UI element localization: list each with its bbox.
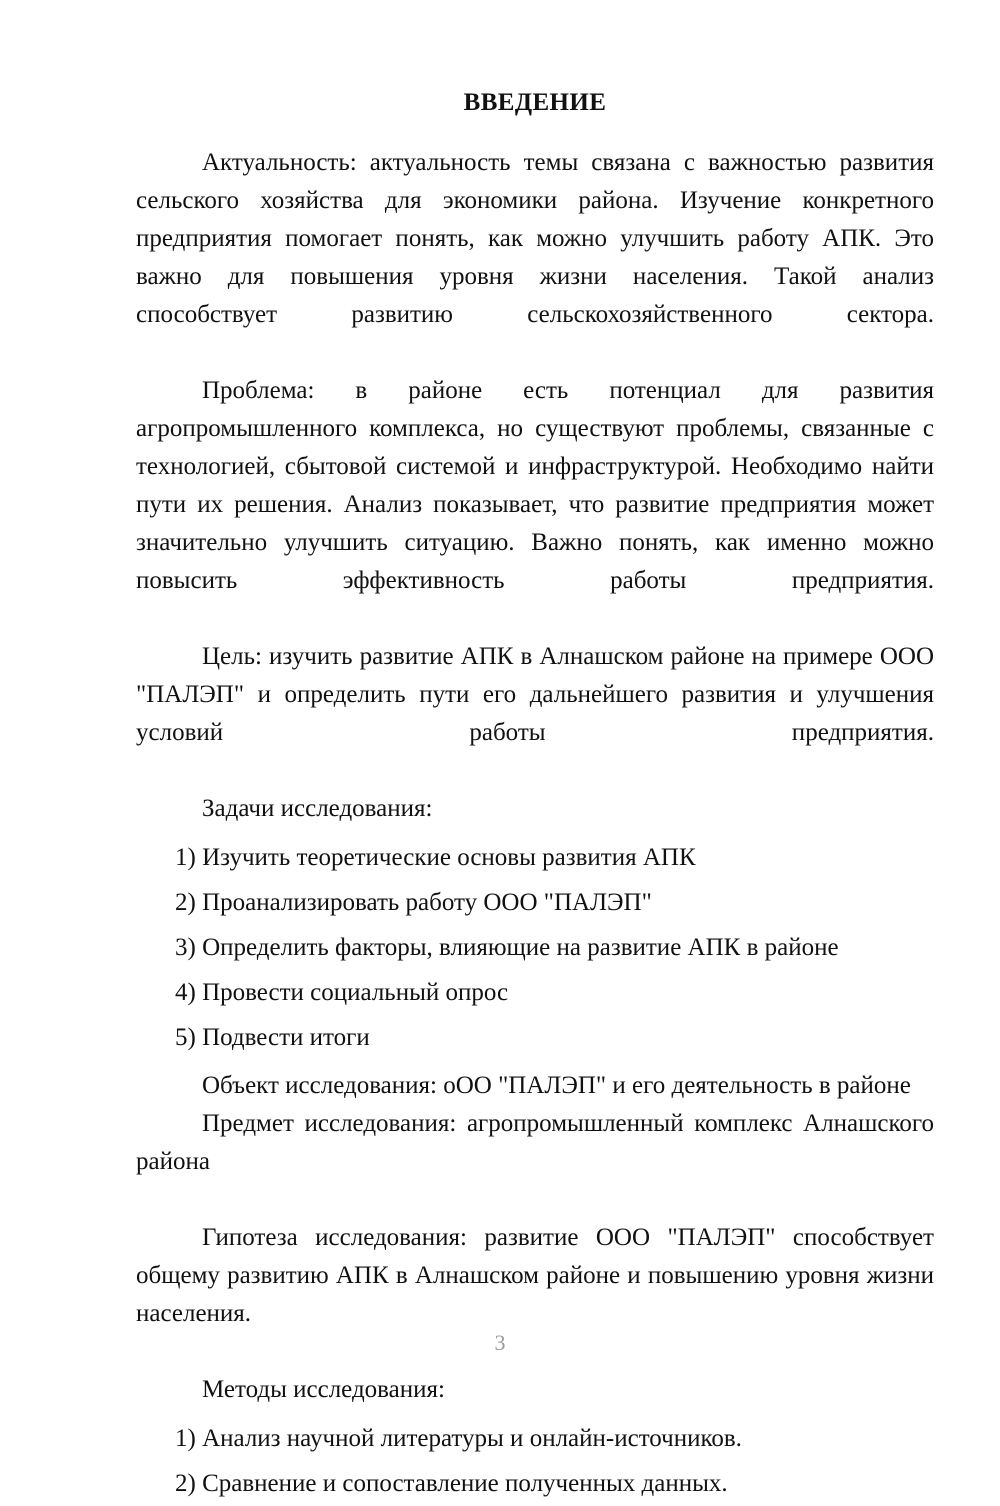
paragraph-hypothesis: Гипотеза исследования: развитие ООО "ПАЛЭП" способствует общему развитию АПК в Алнашском районе и повышению уровня жизни населения. bbox=[136, 1224, 934, 1327]
list-item: 2) Сравнение и сопоставление полученных данных. bbox=[175, 1470, 728, 1497]
list-item: 3) Определить факторы, влияющие на развитие АПК в районе bbox=[175, 934, 839, 961]
page-title: ВВЕДЕНИЕ bbox=[463, 89, 607, 116]
paragraph-problem: Проблема: в районе есть потенциал для развития агропромышленного комплекса, но существуют проблемы, связанные с технологией, сбытовой системой и инфраструктурой. Необходимо найти пути их решения. Анализ показывает, что развитие предприятия может значительно улучшить ситуацию. Важно понять, как именно можно повысить эффективность работы предприятия. bbox=[136, 377, 934, 594]
paragraph-relevance: Актуальность: актуальность темы связана с важностью развития сельского хозяйства для экономики района. Изучение конкретного предприятия помогает понять, как можно улучшить работу АПК. Это важно для повышения уровня жизни населения. Такой анализ способствует развитию сельскохозяйственного сектора. bbox=[136, 149, 934, 328]
list-item: 1) Изучить теоретические основы развития АПК bbox=[175, 844, 696, 871]
paragraph-subject: Предмет исследования: агропромышленный комплекс Алнашского района bbox=[136, 1110, 934, 1175]
list-item: 1) Анализ научной литературы и онлайн-источников. bbox=[175, 1425, 742, 1452]
spacer bbox=[136, 828, 934, 835]
paragraph-goal: Цель: изучить развитие АПК в Алнашском районе на примере ООО "ПАЛЭП" и определить пути его дальнейшего развития и улучшения условий работы предприятия. bbox=[136, 643, 934, 746]
tasks-heading: Задачи исследования: bbox=[202, 795, 433, 822]
spacer bbox=[136, 1060, 934, 1067]
list-item: 2) Проанализировать работу ООО "ПАЛЭП" bbox=[175, 889, 652, 916]
paragraph-object: Объект исследования: оОО "ПАЛЭП" и его деятельность в районе bbox=[202, 1072, 911, 1099]
page-number: 3 bbox=[494, 1330, 506, 1355]
list-item: 5) Подвести итоги bbox=[175, 1024, 370, 1051]
methods-heading: Методы исследования: bbox=[202, 1376, 445, 1403]
methods-list bbox=[136, 1416, 934, 1506]
list-item: 4) Провести социальный опрос bbox=[175, 979, 509, 1006]
spacer bbox=[136, 1409, 934, 1416]
tasks-list bbox=[136, 835, 934, 1060]
document-body bbox=[136, 88, 934, 1506]
